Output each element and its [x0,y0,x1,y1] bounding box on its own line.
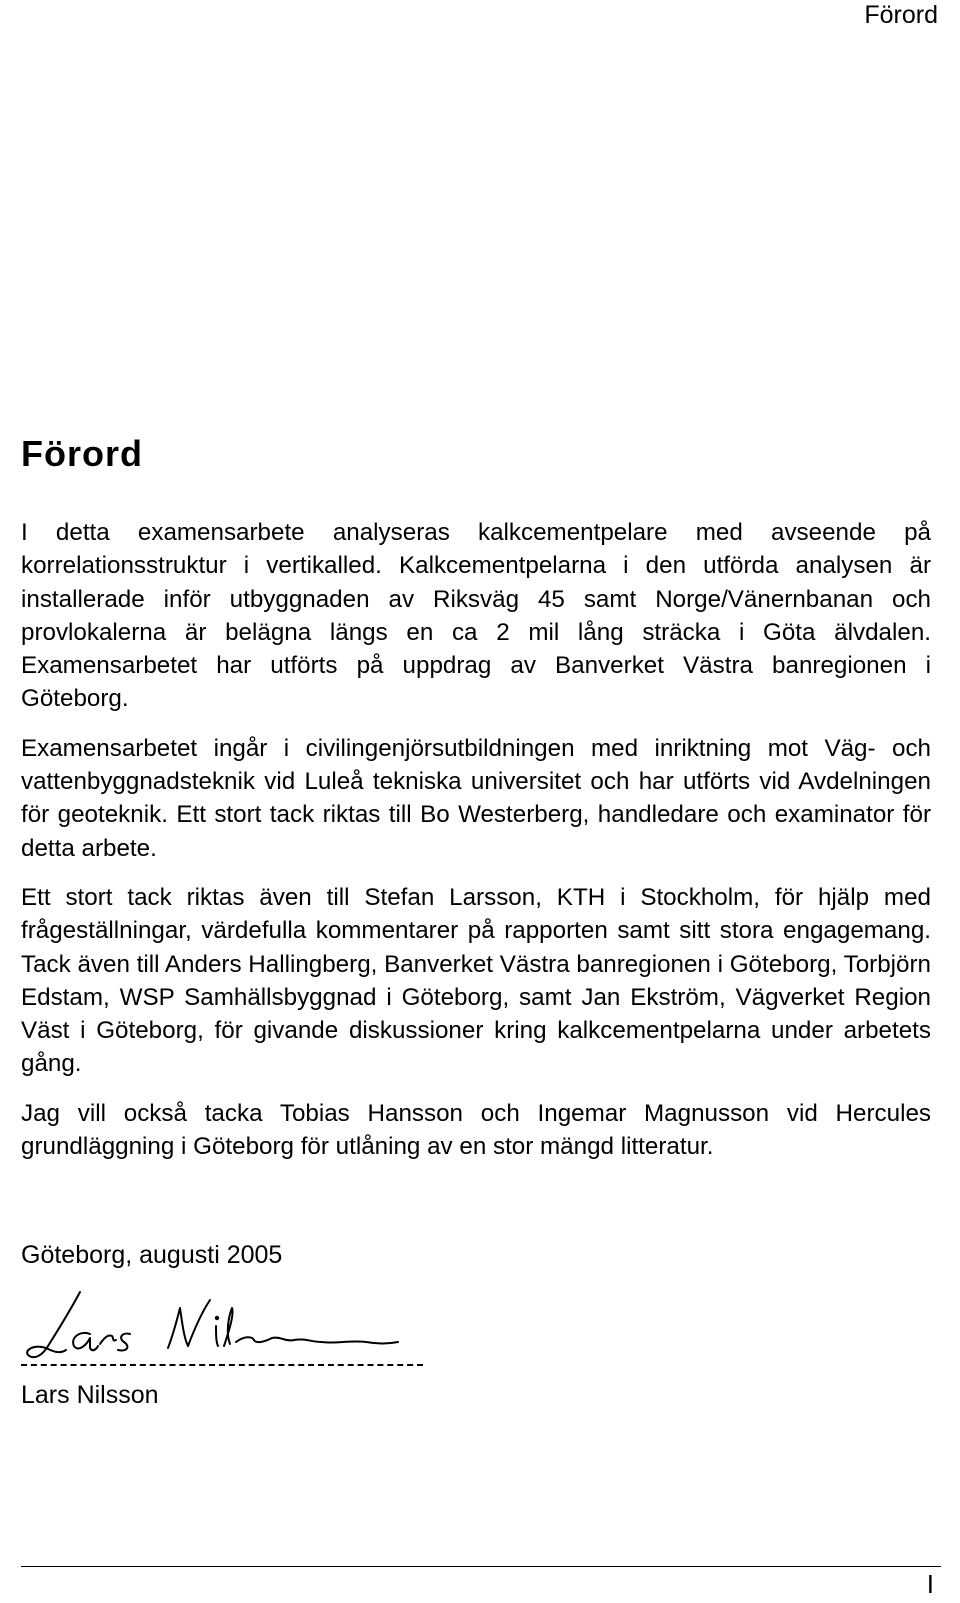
signature-line [21,1364,423,1366]
signer-name: Lars Nilsson [21,1381,159,1409]
paragraph-4: Jag vill också tacka Tobias Hansson och Ingemar Magnusson vid Hercules grundläggning i Göteborg för utlåning av en stor mängd litteratur. [21,1099,931,1161]
place-date: Göteborg, augusti 2005 [21,1241,283,1269]
handwritten-signature [20,1282,420,1370]
paragraph-3: Ett stort tack riktas även till Stefan Larsson, KTH i Stockholm, för hjälp med frågeställningar, värdefulla kommentarer på rapporten samt sitt stora engagemang. Tack även till Anders Hallingberg, Banverket Västra banregionen i Göteborg, Torbjörn Edstam, WSP Samhällsbyggnad i Göteborg, samt Jan Ekström, Vägverket Region Väst i Göteborg, för givande diskussioner kring kalkcementpelarna under arbetets gång. [21,883,931,1078]
running-header: Förord [864,1,938,29]
page-number: I [926,1569,934,1599]
body-text [21,516,931,1179]
page-title: Förord [21,433,143,474]
paragraph-1: I detta examensarbete analyseras kalkcementpelare med avseende på korrelationsstruktur i vertikalled. Kalkcementpelarna i den utförda analysen är installerade inför utbyggnaden av Riksväg 45 samt Norge/Vänernbanan och provlokalerna är belägna längs en ca 2 mil lång sträcka i Göta älvdalen. Examensarbetet har utförts på uppdrag av Banverket Västra banregionen i Göteborg. [21,519,931,713]
footer-rule [21,1566,941,1567]
paragraph-2: Examensarbetet ingår i civilingenjörsutbildningen med inriktning mot Väg- och vattenbyggnadsteknik vid Luleå tekniska universitet och har utförts vid Avdelningen för geoteknik. Ett stort tack riktas till Bo Westerberg, handledare och examinator för detta arbete. [21,734,931,862]
